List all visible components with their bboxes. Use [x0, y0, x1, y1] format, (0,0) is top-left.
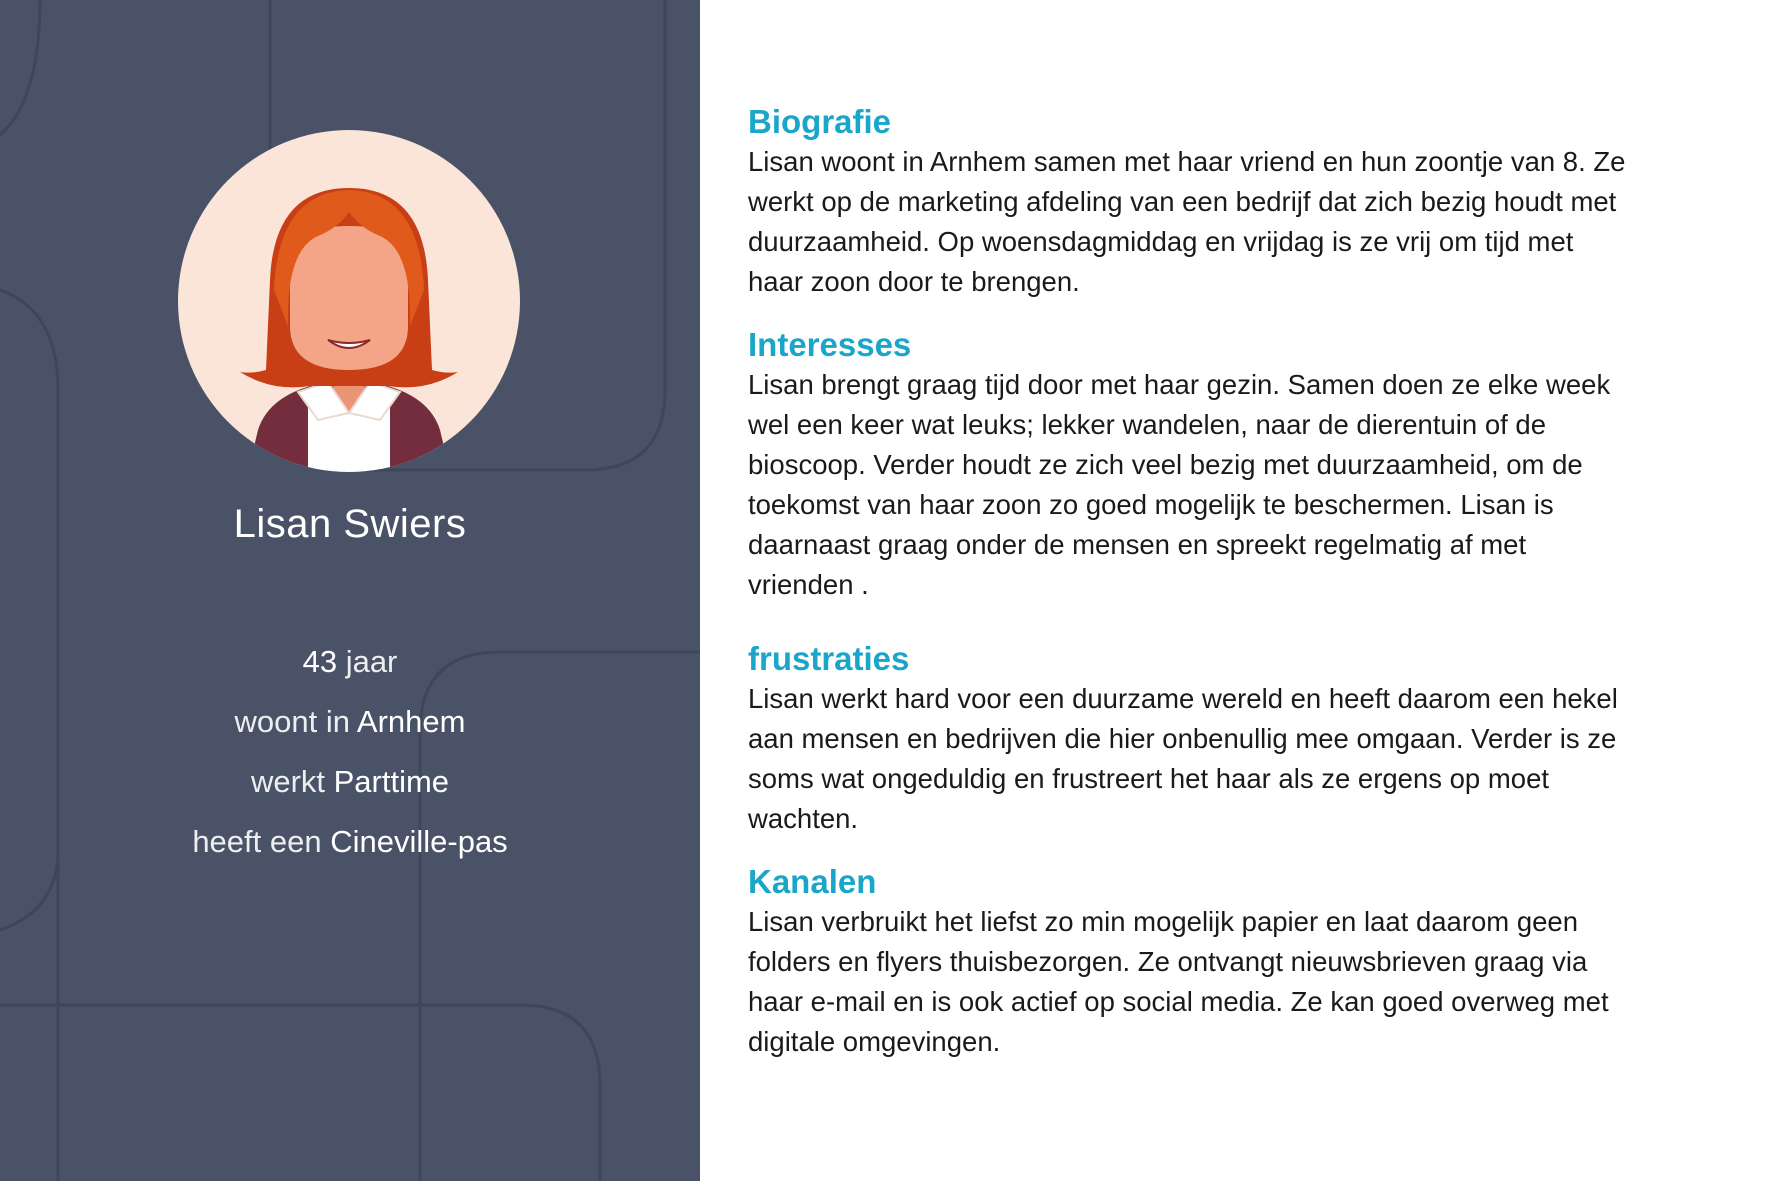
fact-suffix: jaar — [337, 644, 398, 679]
fact-pass — [0, 812, 700, 872]
section-frustraties — [748, 639, 1648, 839]
section-body: Lisan verbruikt het liefst zo min mogelijk papier en laat daarom geen folders en flyers thuisbezorgen. Ze ontvangt nieuwsbrieven graag via haar e-mail en is ook actief op social media. Ze kan goed overweg met digitale omgevingen. — [748, 906, 1609, 1057]
profile-panel — [0, 0, 700, 1181]
fact-value: Cineville-pas — [330, 824, 508, 859]
woman-avatar-icon — [178, 130, 520, 472]
section-body: Lisan woont in Arnhem samen met haar vriend en hun zoontje van 8. Ze werkt op de marketing afdeling van een bedrijf dat zich bezig houdt met duurzaamheid. Op woensdagmiddag en vrijdag is ze vrij om tijd met haar zoon door te brengen. — [748, 146, 1626, 297]
section-interesses — [748, 325, 1648, 605]
section-title: Biografie — [748, 103, 892, 140]
fact-value: Arnhem — [356, 704, 466, 739]
fact-work — [0, 752, 700, 812]
section-title: Kanalen — [748, 863, 877, 900]
fact-prefix: werkt — [250, 764, 334, 799]
section-biografie — [748, 102, 1648, 302]
fact-location — [0, 692, 700, 752]
persona-facts — [0, 632, 700, 872]
fact-prefix: woont in — [234, 704, 357, 739]
persona-name: Lisan Swiers — [233, 502, 467, 546]
fact-age — [0, 632, 700, 692]
fact-value: 43 — [302, 644, 338, 679]
section-title: frustraties — [748, 640, 910, 677]
fact-prefix: heeft een — [192, 824, 331, 859]
section-body: Lisan werkt hard voor een duurzame wereld en heeft daarom een hekel aan mensen en bedrijven die hier onbenullig mee omgaan. Verder is ze soms wat ongeduldig en frustreert het haar als ze ergens op moet wachten. — [748, 683, 1618, 834]
section-kanalen — [748, 862, 1648, 1062]
section-body: Lisan brengt graag tijd door met haar gezin. Samen doen ze elke week wel een keer wat leuks; lekker wandelen, naar de dierentuin of de bioscoop. Verder houdt ze zich veel bezig met duurzaamheid, om de toekomst van haar zoon zo goed mogelijk te beschermen. Lisan is daarnaast graag onder de mensen en spreekt regelmatig af met vrienden . — [748, 369, 1611, 600]
section-title: Interesses — [748, 326, 912, 363]
fact-value: Parttime — [333, 764, 450, 799]
